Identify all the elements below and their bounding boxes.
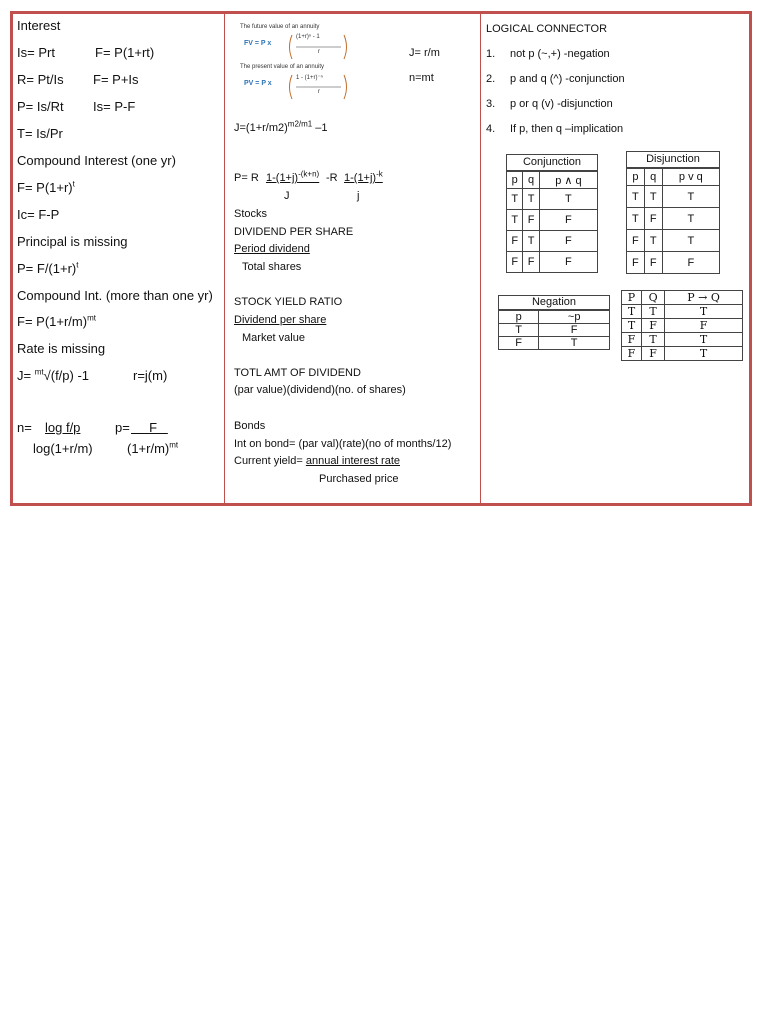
table-row: [627, 186, 720, 208]
annuity-stocks-bonds-column: [224, 14, 481, 503]
table-cell: F: [507, 231, 523, 252]
header-cell: p: [627, 169, 645, 186]
header-cell: ~p: [539, 311, 610, 324]
table-cell: T: [627, 208, 645, 230]
present-value-formula-image: [240, 64, 400, 102]
heading-compound-more: Compound Int. (more than one yr): [17, 288, 213, 303]
negation-table: [498, 310, 610, 350]
table-cell: F: [622, 333, 642, 347]
formula-p-r-den1: J: [284, 190, 290, 202]
table-row: [507, 231, 598, 252]
connector-num-4: 4.: [486, 123, 496, 135]
connector-num-3: 3.: [486, 98, 496, 110]
formula-f-p1rt: F= P(1+rt): [95, 45, 155, 60]
table-cell: T: [622, 305, 642, 319]
connector-item-disjunction: p or q (v) -disjunction: [510, 98, 613, 110]
header-cell: P: [622, 291, 642, 305]
table-row: [627, 230, 720, 252]
header-cell: P → Q: [665, 291, 743, 305]
formula-principal: $P= F/(1+r)^t$: [17, 260, 79, 276]
table-cell: T: [499, 324, 539, 337]
table-header-row: [499, 311, 610, 324]
formula-ic: Ic= F-P: [17, 207, 60, 222]
heading-bonds: Bonds: [234, 420, 266, 432]
table-cell: T: [662, 186, 719, 208]
heading-stock-yield: STOCK YIELD RATIO: [234, 296, 343, 308]
formula-p-r-term1: $1-(1+j)^{-(k+n)}$: [266, 169, 320, 184]
table-cell: F: [641, 319, 664, 333]
table-cell: T: [507, 189, 523, 210]
table-cell: F: [644, 208, 662, 230]
formula-p-numerator: F: [149, 420, 158, 435]
table-cell: T: [665, 333, 743, 347]
header-cell: p v q: [662, 169, 719, 186]
formula-period-dividend: Period dividend: [234, 243, 310, 255]
formula-p-isrt: P= Is/Rt: [17, 99, 64, 114]
table-row: [627, 252, 720, 274]
connector-item-conjunction: p and q (^) -conjunction: [510, 73, 625, 85]
table-row: [622, 347, 743, 361]
formula-is-pf: Is= P-F: [93, 99, 136, 114]
interest-column: [13, 14, 225, 503]
table-cell: F: [539, 210, 597, 231]
formula-j-conversion: $J=(1+r/m2)^{m2/m1}$ –1: [234, 119, 328, 134]
connector-num-2: 2.: [486, 73, 496, 85]
formula-n-numerator: log f/p: [45, 420, 81, 435]
table-cell: F: [641, 347, 664, 361]
heading-compound-one-yr: Compound Interest (one yr): [17, 153, 176, 168]
table-row: [627, 208, 720, 230]
formula-t-ispr: T= Is/Pr: [17, 126, 63, 141]
disjunction-table: [626, 168, 720, 274]
heading-stocks: Stocks: [234, 208, 268, 220]
table-cell: F: [644, 252, 662, 274]
fv-label: FV = P x: [244, 40, 272, 47]
formula-compound-f: $F= P(1+r)^t$: [17, 179, 75, 195]
table-cell: T: [523, 231, 539, 252]
disjunction-title: Disjunction: [626, 151, 720, 168]
formula-n-denominator: log(1+r/m): [33, 441, 93, 456]
connector-item-implication: If p, then q –implication: [510, 123, 624, 135]
header-cell: q: [523, 172, 539, 189]
formula-j-rm: J= r/m: [409, 47, 440, 59]
formula-total-dividend: (par value)(dividend)(no. of shares): [234, 384, 406, 396]
table-cell: T: [644, 230, 662, 252]
table-cell: T: [665, 347, 743, 361]
pv-caption: The present value of an annuity: [240, 64, 325, 70]
formula-p-r-minus: -R: [326, 172, 338, 184]
table-cell: T: [523, 189, 539, 210]
formula-market-value: Market value: [242, 332, 305, 344]
table-cell: F: [507, 252, 523, 273]
table-header-row: [507, 172, 598, 189]
implication-table: [621, 290, 743, 361]
formula-n-mt: n=mt: [409, 72, 434, 84]
conjunction-table: [506, 171, 598, 273]
connector-item-negation: not p (~,+) -negation: [510, 48, 610, 60]
table-cell: F: [539, 252, 597, 273]
table-cell: T: [641, 305, 664, 319]
table-row: [507, 210, 598, 231]
formula-current-yield: Current yield= annual interest rate: [234, 455, 401, 467]
formula-n-label: n=: [17, 420, 32, 435]
table-cell: T: [627, 186, 645, 208]
table-cell: F: [662, 252, 719, 274]
table-cell: T: [665, 305, 743, 319]
heading-principal-missing: Principal is missing: [17, 234, 128, 249]
table-cell: F: [627, 252, 645, 274]
formula-r-jm: r=j(m): [133, 368, 168, 383]
conjunction-title: Conjunction: [506, 154, 598, 171]
table-row: [622, 333, 743, 347]
fv-caption: The future value of an annuity: [240, 24, 320, 30]
formula-total-shares: Total shares: [242, 261, 302, 273]
table-cell: F: [665, 319, 743, 333]
header-cell: p: [499, 311, 539, 324]
table-cell: F: [627, 230, 645, 252]
logic-column: [480, 14, 749, 503]
table-cell: T: [641, 333, 664, 347]
future-value-formula-image: [240, 24, 400, 62]
formula-dividend-ps: Dividend per share: [234, 314, 327, 326]
header-cell: Q: [641, 291, 664, 305]
heading-interest: Interest: [17, 18, 61, 33]
header-cell: p: [507, 172, 523, 189]
header-cell: q: [644, 169, 662, 186]
formula-rate-j: J= $^{mt}$√(f/p) -1: [17, 367, 90, 383]
table-cell: F: [523, 252, 539, 273]
table-cell: T: [539, 189, 597, 210]
formula-p-denominator: $(1+r/m)^{mt}$: [127, 440, 179, 456]
formula-p-label: p=: [115, 420, 130, 435]
heading-dividend-per-share: DIVIDEND PER SHARE: [234, 226, 354, 238]
table-row: [499, 337, 610, 350]
table-row: [507, 189, 598, 210]
table-row: [622, 305, 743, 319]
formula-r-ptis: R= Pt/Is: [17, 72, 64, 87]
heading-rate-missing: Rate is missing: [17, 341, 106, 356]
negation-title: Negation: [498, 295, 610, 310]
pv-numerator: 1 - (1+r)⁻ⁿ: [296, 75, 323, 81]
pv-label: PV = P x: [244, 80, 272, 87]
formula-int-on-bond: Int on bond= (par val)(rate)(no of months/12): [234, 438, 452, 450]
formula-purchased-price: Purchased price: [319, 473, 399, 485]
table-cell: T: [662, 208, 719, 230]
fv-numerator: (1+r)ⁿ - 1: [296, 34, 320, 40]
table-row: [499, 324, 610, 337]
table-row: [507, 252, 598, 273]
heading-total-dividend: TOTL AMT OF DIVIDEND: [234, 367, 361, 379]
table-cell: F: [499, 337, 539, 350]
formula-p-r-term2: $1-(1+j)^{-k}$: [344, 169, 383, 184]
connector-num-1: 1.: [486, 48, 496, 60]
table-cell: T: [507, 210, 523, 231]
table-cell: F: [539, 231, 597, 252]
formula-compound-m: $F= P(1+r/m)^{mt}$: [17, 313, 96, 329]
table-cell: T: [622, 319, 642, 333]
table-cell: F: [622, 347, 642, 361]
table-cell: T: [662, 230, 719, 252]
table-row: [622, 319, 743, 333]
table-header-row: [622, 291, 743, 305]
pv-denominator: r: [318, 89, 320, 95]
table-cell: T: [644, 186, 662, 208]
table-header-row: [627, 169, 720, 186]
formula-sheet: [10, 11, 752, 506]
header-cell: p ∧ q: [539, 172, 597, 189]
formula-p-r-label: P= R: [234, 172, 259, 184]
heading-logical-connector: LOGICAL CONNECTOR: [486, 23, 608, 35]
fv-denominator: r: [318, 49, 320, 55]
formula-is-prt: Is= Prt: [17, 45, 55, 60]
table-cell: F: [539, 324, 610, 337]
formula-f-pis: F= P+Is: [93, 72, 139, 87]
table-cell: F: [523, 210, 539, 231]
formula-p-r-den2: j: [357, 190, 360, 202]
table-cell: T: [539, 337, 610, 350]
